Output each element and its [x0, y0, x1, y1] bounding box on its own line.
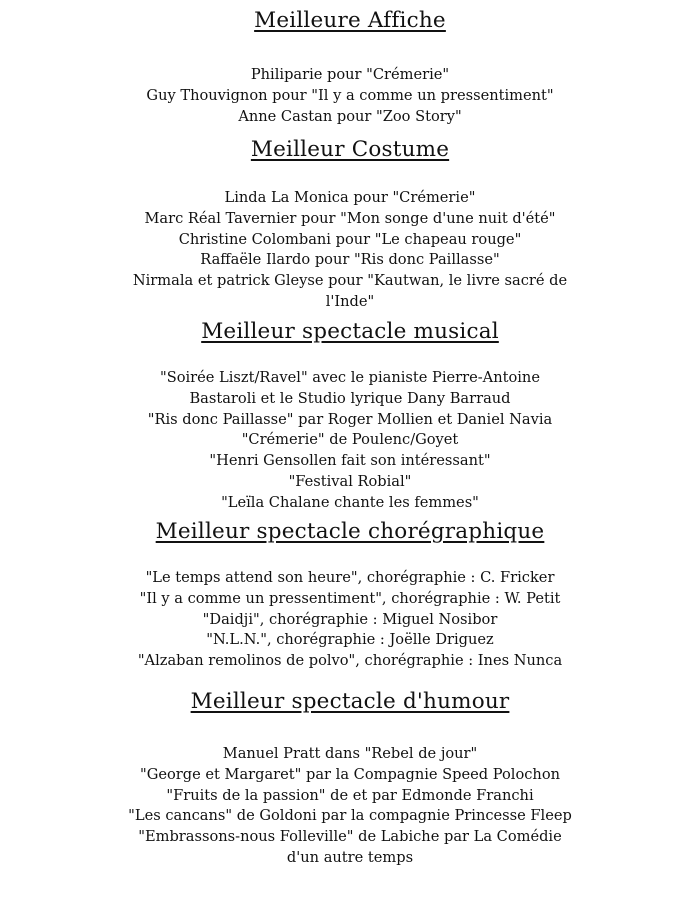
nominee-entry: Guy Thouvignon pour "Il y a comme un pressentiment"	[146, 86, 554, 104]
nominee-entry: "Il y a comme un pressentiment", chorégraphie : W. Petit	[139, 589, 561, 607]
nominee-entry: "Fruits de la passion" de et par Edmonde Franchi	[166, 786, 534, 804]
nominee-entry: Linda La Monica pour "Crémerie"	[224, 189, 476, 206]
nominee-entry: "Ris donc Paillasse" par Roger Mollien et Daniel Navia	[147, 410, 553, 428]
section-meilleur-spectacle-choregraphique	[0, 519, 700, 672]
section-heading: Meilleur spectacle musical	[201, 319, 499, 344]
nominee-list	[0, 368, 700, 514]
nominee-entry: "Les cancans" de Goldoni par la compagnie Princesse Fleep	[128, 807, 572, 825]
nominee-entry: Raffaële Ilardo pour "Ris donc Paillasse"	[200, 251, 500, 269]
nominee-entry: "Festival Robial"	[288, 472, 412, 490]
nominee-entry: "N.L.N.", chorégraphie : Joëlle Driguez	[206, 631, 494, 649]
section-heading: Meilleur spectacle chorégraphique	[155, 519, 545, 544]
nominee-entry: Bastaroli et le Studio lyrique Dany Barraud	[189, 389, 511, 407]
nominee-entry: "Embrassons-nous Folleville" de Labiche par La Comédie	[138, 828, 562, 846]
section-meilleur-spectacle-musical	[0, 319, 700, 514]
nominee-entry: "George et Margaret" par la Compagnie Speed Polochon	[139, 765, 561, 783]
nominee-entry: l'Inde"	[325, 292, 375, 310]
nominee-entry: "Le temps attend son heure", chorégraphie : C. Fricker	[145, 569, 555, 586]
nominee-list	[0, 744, 700, 869]
nominee-entry: Marc Réal Tavernier pour "Mon songe d'une nuit d'été"	[144, 209, 556, 227]
nominee-entry: "Leïla Chalane chante les femmes"	[221, 493, 479, 511]
nominee-list	[0, 568, 700, 672]
nominee-list	[0, 65, 700, 127]
nominee-entry: "Soirée Liszt/Ravel" avec le pianiste Pierre-Antoine	[160, 369, 540, 386]
section-meilleur-costume	[0, 137, 700, 313]
nominee-entry: d'un autre temps	[286, 848, 414, 866]
nominee-list	[0, 188, 700, 313]
section-meilleur-spectacle-humour	[0, 689, 700, 869]
nominee-entry: "Alzaban remolinos de polvo", chorégraphie : Ines Nunca	[137, 652, 563, 670]
nominee-entry: "Crémerie" de Poulenc/Goyet	[241, 431, 459, 449]
nominee-entry: Manuel Pratt dans "Rebel de jour"	[222, 745, 478, 762]
section-meilleure-affiche	[0, 8, 700, 127]
nominee-entry: Philiparie pour "Crémerie"	[250, 66, 450, 83]
nominee-entry: Christine Colombani pour "Le chapeau rouge"	[178, 230, 522, 248]
section-heading: Meilleure Affiche	[254, 8, 446, 33]
nominee-entry: "Daidji", chorégraphie : Miguel Nosibor	[202, 610, 498, 628]
nominee-entry: Nirmala et patrick Gleyse pour "Kautwan, le livre sacré de	[132, 272, 568, 290]
nominee-entry: "Henri Gensollen fait son intéressant"	[209, 452, 491, 470]
nominee-entry: Anne Castan pour "Zoo Story"	[238, 107, 462, 125]
section-heading: Meilleur spectacle d'humour	[190, 689, 510, 714]
section-heading: Meilleur Costume	[250, 137, 450, 162]
